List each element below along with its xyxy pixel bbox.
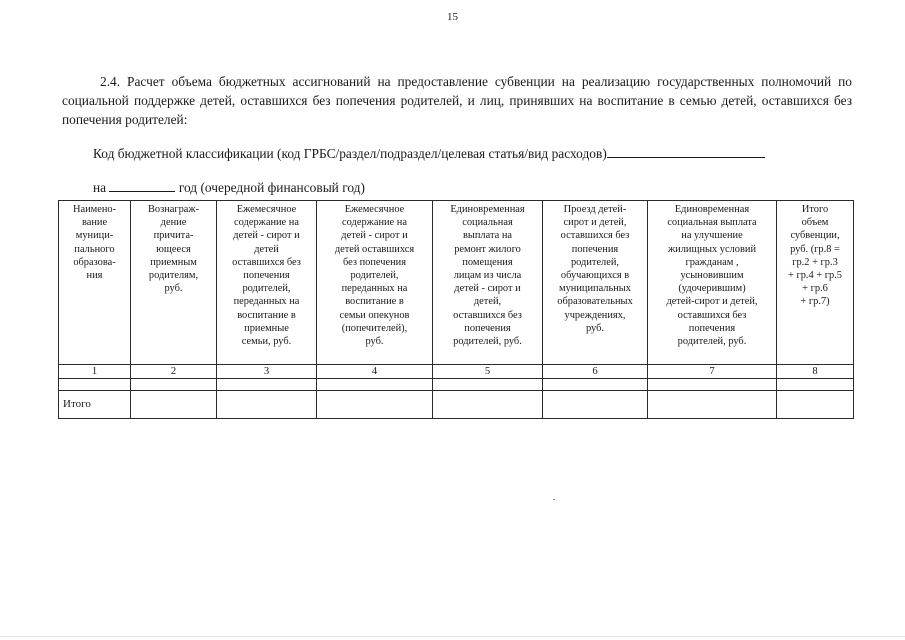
- year-line: [93, 178, 593, 196]
- kbk-line: [93, 144, 853, 162]
- year-blank-field[interactable]: [109, 178, 175, 192]
- empty-cell[interactable]: [777, 379, 854, 391]
- header-cell: Проезд детей- сирот и детей, оставшихся без попечения родителей, обучающихся в муниципальных образовательных учреждениях, руб.: [543, 201, 648, 365]
- total-cell[interactable]: [131, 391, 217, 419]
- column-number: 7: [648, 365, 777, 379]
- total-cell[interactable]: [217, 391, 317, 419]
- column-number: 5: [433, 365, 543, 379]
- empty-cell[interactable]: [217, 379, 317, 391]
- total-cell[interactable]: [433, 391, 543, 419]
- total-cell[interactable]: [317, 391, 433, 419]
- subvention-table: [58, 200, 854, 419]
- column-number: 3: [217, 365, 317, 379]
- empty-cell[interactable]: [543, 379, 648, 391]
- scan-speck: [553, 499, 555, 500]
- header-cell: Единовременная социальная выплата на ремонт жилого помещения лицам из числа детей - сирот и детей, оставшихся без попечения родителей, руб.: [433, 201, 543, 365]
- total-row: [59, 391, 854, 419]
- total-label: Итого: [59, 391, 131, 419]
- column-number: 1: [59, 365, 131, 379]
- total-cell[interactable]: [648, 391, 777, 419]
- empty-cell[interactable]: [59, 379, 131, 391]
- header-cell: Вознаграж- дение причита- ющееся приемным родителям, руб.: [131, 201, 217, 365]
- empty-cell[interactable]: [648, 379, 777, 391]
- empty-row: [59, 379, 854, 391]
- year-prefix: на: [93, 180, 107, 195]
- scan-edge-line: [0, 636, 905, 637]
- header-cell: Ежемесячное содержание на детей - сирот и детей оставшихся без попечения родителей, переданных на воспитание в приемные семьи, руб.: [217, 201, 317, 365]
- year-suffix: год (очередной финансовый год): [178, 180, 365, 195]
- empty-cell[interactable]: [317, 379, 433, 391]
- header-cell: Единовременная социальная выплата на улучшение жилищных условий гражданам , усыновившим (удочерившим) детей-сирот и детей, оставшихся без попечения родителей, руб.: [648, 201, 777, 365]
- header-cell: Ежемесячное содержание на детей - сирот и детей оставшихся без попечения родителей, переданных на воспитание в семьи опекунов (попечителей), руб.: [317, 201, 433, 365]
- empty-cell[interactable]: [433, 379, 543, 391]
- total-cell[interactable]: [777, 391, 854, 419]
- column-number: 6: [543, 365, 648, 379]
- kbk-label: Код бюджетной классификации (код ГРБС/раздел/подраздел/целевая статья/вид расходов): [93, 146, 607, 161]
- header-cell: Итого объем субвенции, руб. (гр.8 = гр.2 + гр.3 + гр.4 + гр.5 + гр.6 + гр.7): [777, 201, 854, 365]
- section-paragraph: 2.4. Расчет объема бюджетных ассигнований на предоставление субвенции на реализацию государственных полномочий по социальной поддержке детей, оставшихся без попечения родителей, и лиц, принявших на воспитание в семью детей, оставшихся без попечения родителей:: [62, 74, 852, 127]
- column-number-row: [59, 365, 854, 379]
- column-number: 8: [777, 365, 854, 379]
- total-cell[interactable]: [543, 391, 648, 419]
- empty-cell[interactable]: [131, 379, 217, 391]
- column-number: 2: [131, 365, 217, 379]
- column-number: 4: [317, 365, 433, 379]
- page-number: 15: [447, 11, 458, 23]
- header-row: [59, 201, 854, 365]
- header-cell: Наимено- вание муници- пального образова- ния: [59, 201, 131, 365]
- kbk-blank-field[interactable]: [607, 144, 765, 158]
